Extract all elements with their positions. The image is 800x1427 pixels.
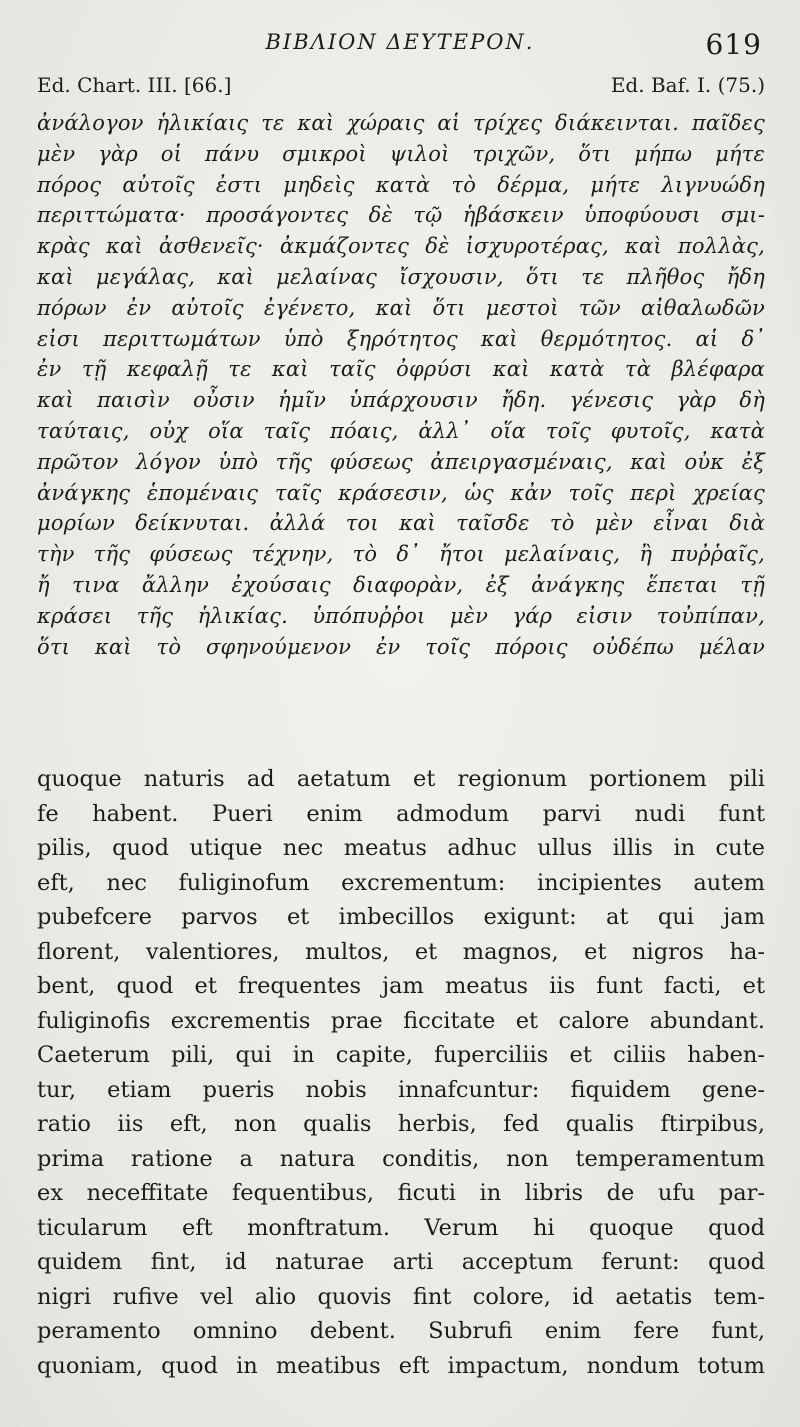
- latin-line: Caeterum pili, qui in capite, fuperciliis et ciliis haben-: [37, 1042, 765, 1068]
- latin-text-block: [37, 762, 765, 1383]
- greek-line: κράσει τῆς ἡλικίας. ὑπόπυῤῥοι μὲν γάρ εἰσιν τοὐπίπαν,: [37, 603, 765, 628]
- greek-line: ἐν τῇ κεφαλῇ τε καὶ ταῖς ὀφρύσι καὶ κατὰ τὰ βλέφαρα: [37, 357, 765, 382]
- page-number: 619: [705, 28, 762, 61]
- edition-basel-reference: Ed. Baf. I. (75.): [610, 73, 765, 97]
- latin-line: quidem fint, id naturae arti acceptum ferunt: quod: [37, 1249, 765, 1275]
- greek-line: ἀνάγκης ἑπομέναις ταῖς κράσεσιν, ὡς κἀν τοῖς περὶ χρείας: [37, 480, 765, 505]
- greek-line: πόρος αὐτοῖς ἐστι μηδεὶς κατὰ τὸ δέρμα, μήτε λιγνυώδη: [37, 172, 765, 197]
- latin-line: fuliginofis excrementis prae ficcitate et calore abundant.: [37, 1007, 765, 1034]
- latin-line: ratio iis eft, non qualis herbis, fed qualis ftirpibus,: [37, 1111, 765, 1137]
- greek-line: μορίων δείκνυται. ἀλλά τοι καὶ ταῖσδε τὸ μὲν εἶναι διὰ: [37, 511, 765, 536]
- greek-line: μὲν γὰρ οἱ πάνυ σμικροὶ ψιλοὶ τριχῶν, ὅτι μήπω μήτε: [37, 141, 765, 166]
- latin-line: pilis, quod utique nec meatus adhuc ullus illis in cute: [37, 835, 765, 861]
- latin-line: peramento omnino debent. Subrufi enim fere funt,: [37, 1318, 765, 1344]
- greek-line: ἤ τινα ἄλλην ἐχούσαις διαφορὰν, ἐξ ἀνάγκης ἕπεται τῇ: [37, 572, 765, 597]
- edition-reference-line: [37, 73, 765, 97]
- greek-line: καὶ παισὶν οὖσιν ἡμῖν ὑπάρχουσιν ἤδη. γένεσις γὰρ δὴ: [37, 388, 765, 413]
- latin-line: ex neceffitate fequentibus, ficuti in libris de ufu par-: [37, 1180, 765, 1206]
- latin-line: florent, valentiores, multos, et magnos, et nigros ha-: [37, 938, 765, 965]
- greek-line: εἰσι περιττωμάτων ὑπὸ ξηρότητος καὶ θερμότητος. αἱ δ᾽: [37, 326, 765, 351]
- latin-line: prima ratione a natura conditis, non temperamentum: [37, 1145, 765, 1172]
- latin-line: nigri rufive vel alio quovis fint colore, id aetatis tem-: [37, 1283, 765, 1310]
- greek-line: ὅτι καὶ τὸ σφηνούμενον ἐν τοῖς πόροις οὐδέπω μέλαν: [37, 634, 765, 659]
- greek-line: καὶ μεγάλας, καὶ μελαίνας ἴσχουσιν, ὅτι τε πλῆθος ἤδη: [37, 264, 765, 289]
- greek-line: ἀνάλογον ἡλικίαις τε καὶ χώραις αἱ τρίχες διάκεινται. παῖδες: [37, 111, 765, 135]
- greek-line: ταύταις, οὐχ οἵα ταῖς πόαις, ἀλλ᾽ οἵα τοῖς φυτοῖς, κατὰ: [37, 418, 765, 443]
- greek-text-block: [37, 108, 765, 662]
- greek-line: περιττώματα· προσάγοντες δὲ τῷ ἡβάσκειν ὑποφύουσι σμι-: [37, 203, 765, 228]
- latin-line: pubefcere parvos et imbecillos exigunt: at qui jam: [37, 904, 765, 930]
- latin-line: fe habent. Pueri enim admodum parvi nudi funt: [37, 800, 765, 827]
- latin-line: bent, quod et frequentes jam meatus iis funt facti, et: [37, 973, 765, 999]
- latin-line: quoniam, quod in meatibus eft impactum, nondum totum: [37, 1352, 765, 1379]
- greek-line: κρὰς καὶ ἀσθενεῖς· ἀκμάζοντες δὲ ἰσχυροτέρας, καὶ πολλὰς,: [37, 234, 765, 259]
- greek-line: τὴν τῆς φύσεως τέχνην, τὸ δ᾽ ἤτοι μελαίναις, ἢ πυῤῥαῖς,: [37, 542, 765, 567]
- latin-line: eft, nec fuliginofum excrementum: incipientes autem: [37, 869, 765, 896]
- greek-line: πρῶτον λόγον ὑπὸ τῆς φύσεως ἀπειργασμέναις, καὶ οὐκ ἐξ: [37, 449, 765, 474]
- latin-line: quoque naturis ad aetatum et regionum portionem pili: [37, 766, 765, 792]
- running-title: BIBΛΙΟΝ ΔΕΥΤΕΡΟΝ.: [265, 30, 535, 54]
- edition-chartier-reference: Ed. Chart. III. [66.]: [37, 73, 232, 97]
- latin-line: tur, etiam pueris nobis innafcuntur: fiquidem gene-: [37, 1076, 765, 1103]
- latin-line: ticularum eft monftratum. Verum hi quoque quod: [37, 1214, 765, 1241]
- greek-line: πόρων ἐν αὐτοῖς ἐγένετο, καὶ ὅτι μεστοὶ τῶν αἰθαλωδῶν: [37, 295, 765, 320]
